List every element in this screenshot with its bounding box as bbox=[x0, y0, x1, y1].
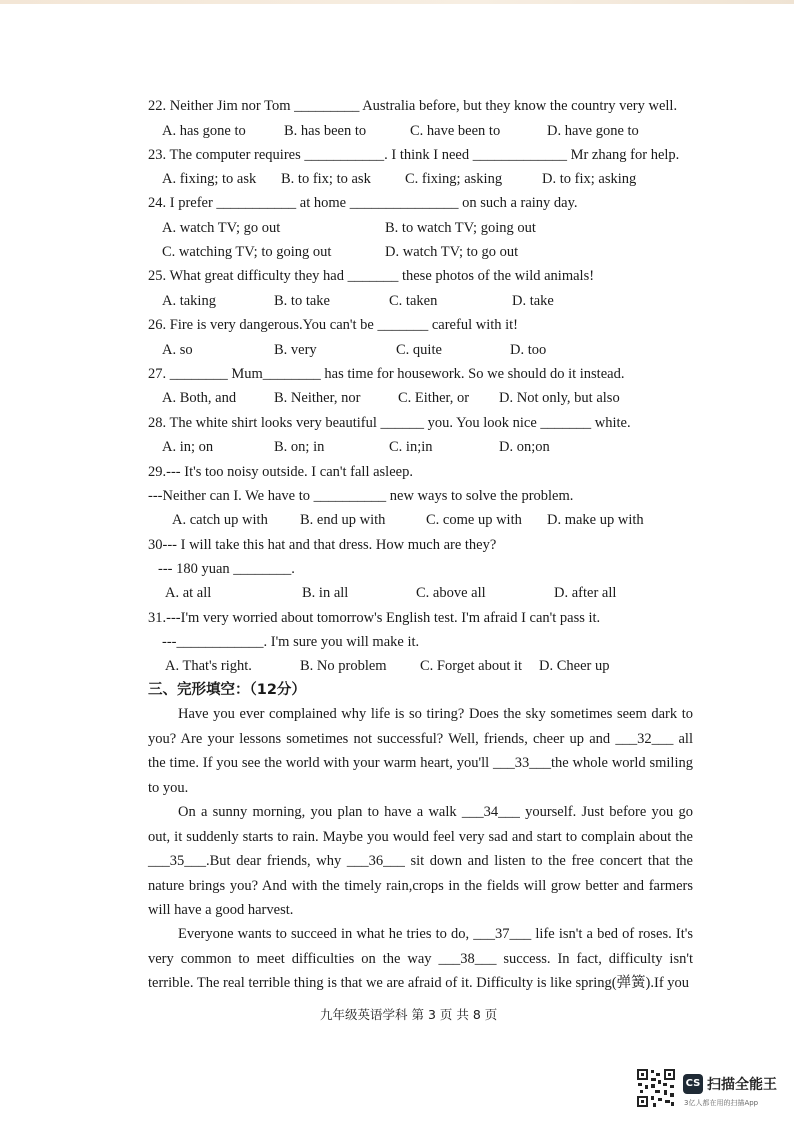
cloze-paragraph-2: On a sunny morning, you plan to have a walk ___34___ yourself. Just before you go out, it suddenly starts to rain. Maybe you would feel very sad and start to complain about the ___35___.But dear friends, why ___36___ sit down and listen to the free concert that the nature brings you? And with the timely rain,crops in the fields will grow better and farmers will have a good harvest. bbox=[148, 804, 693, 919]
question-25-option-d: D. take bbox=[512, 293, 554, 309]
question-30-option-a: A. at all bbox=[165, 585, 212, 601]
question-31-option-c: C. Forget about it bbox=[420, 658, 523, 674]
question-29-stem: 29.--- It's too noisy outside. I can't fall asleep. bbox=[148, 464, 413, 480]
question-24-option-c: C. watching TV; to going out bbox=[162, 244, 332, 260]
question-30-reply: --- 180 yuan ________. bbox=[158, 561, 295, 577]
question-23-option-c: C. fixing; asking bbox=[405, 171, 503, 187]
camscanner-tagline: 3亿人都在用的扫描App bbox=[684, 1099, 759, 1107]
question-27-option-b: B. Neither, nor bbox=[274, 390, 361, 406]
question-30-option-c: C. above all bbox=[416, 585, 486, 601]
question-23-stem: 23. The computer requires ___________. I think I need _____________ Mr zhang for help. bbox=[148, 147, 680, 163]
question-26-option-a: A. so bbox=[162, 342, 193, 358]
question-25-option-b: B. to take bbox=[274, 293, 330, 309]
question-26-stem: 26. Fire is very dangerous.You can't be _______ careful with it! bbox=[148, 317, 519, 333]
question-29-option-c: C. come up with bbox=[426, 512, 522, 528]
question-24-stem: 24. I prefer ___________ at home _______________ on such a rainy day. bbox=[148, 195, 578, 211]
cloze-paragraph-3: Everyone wants to succeed in what he tries to do, ___37___ life isn't a bed of roses. It's very common to meet difficulties on the way ___38___ success. In fact, difficulty isn't terrible. The real terrible thing is that we are afraid of it. Difficulty is like spring(弹簧).If you bbox=[148, 926, 693, 992]
question-23-option-b: B. to fix; to ask bbox=[281, 171, 371, 187]
top-edge-strip bbox=[0, 0, 794, 4]
question-26-option-d: D. too bbox=[510, 342, 547, 358]
question-22-option-a: A. has gone to bbox=[162, 123, 246, 139]
question-28-option-a: A. in; on bbox=[162, 439, 214, 455]
question-29-option-b: B. end up with bbox=[300, 512, 386, 528]
qr-code-icon bbox=[636, 1068, 676, 1108]
question-29-option-a: A. catch up with bbox=[172, 512, 268, 528]
question-23-option-a: A. fixing; to ask bbox=[162, 171, 257, 187]
question-29-option-d: D. make up with bbox=[547, 512, 644, 528]
question-28-option-d: D. on;on bbox=[499, 439, 550, 455]
question-31-reply: ---____________. I'm sure you will make it. bbox=[162, 634, 420, 650]
question-29-reply: ---Neither can I. We have to __________ new ways to solve the problem. bbox=[148, 488, 574, 504]
question-31-option-a: A. That's right. bbox=[165, 658, 252, 674]
question-28-stem: 28. The white shirt looks very beautiful ______ you. You look nice _______ white. bbox=[148, 415, 631, 431]
question-25-option-a: A. taking bbox=[162, 293, 216, 309]
question-30-option-d: D. after all bbox=[554, 585, 617, 601]
question-26-option-b: B. very bbox=[274, 342, 317, 358]
question-31-stem: 31.---I'm very worried about tomorrow's English test. I'm afraid I can't pass it. bbox=[148, 610, 601, 626]
question-22-option-d: D. have gone to bbox=[547, 123, 639, 139]
question-24-option-b: B. to watch TV; going out bbox=[385, 220, 536, 236]
question-25-stem: 25. What great difficulty they had _______ these photos of the wild animals! bbox=[148, 268, 595, 284]
cloze-paragraph-1: Have you ever complained why life is so tiring? Does the sky sometimes seem dark to you? Are your lessons sometimes not successful? Well, friends, cheer up and ___32___ all the time. If you see the world with your warm heart, you'll ___33___the whole world smiling to you. bbox=[148, 706, 693, 796]
question-27-option-d: D. Not only, but also bbox=[499, 390, 620, 406]
question-27-option-a: A. Both, and bbox=[162, 390, 237, 406]
question-22-stem: 22. Neither Jim nor Tom _________ Australia before, but they know the country very well. bbox=[148, 98, 678, 114]
question-24-option-a: A. watch TV; go out bbox=[162, 220, 281, 236]
section-3-heading: 三、完形填空：（12分） bbox=[148, 682, 306, 698]
question-22-option-c: C. have been to bbox=[410, 123, 501, 139]
question-24-option-d: D. watch TV; to go out bbox=[385, 244, 519, 260]
question-30-option-b: B. in all bbox=[302, 585, 349, 601]
camscanner-logo-icon: CS bbox=[683, 1074, 703, 1094]
question-27-stem: 27. ________ Mum________ has time for housework. So we should do it instead. bbox=[148, 366, 625, 382]
question-22-option-b: B. has been to bbox=[284, 123, 367, 139]
question-31-option-b: B. No problem bbox=[300, 658, 387, 674]
question-26-option-c: C. quite bbox=[396, 342, 442, 358]
question-27-option-c: C. Either, or bbox=[398, 390, 470, 406]
question-23-option-d: D. to fix; asking bbox=[542, 171, 637, 187]
page-footer: 九年级英语学科 第 3 页 共 8 页 bbox=[320, 1007, 498, 1022]
camscanner-name: 扫描全能王 bbox=[707, 1077, 777, 1093]
question-30-stem: 30--- I will take this hat and that dress. How much are they? bbox=[148, 537, 497, 553]
question-25-option-c: C. taken bbox=[389, 293, 438, 309]
question-28-option-c: C. in;in bbox=[389, 439, 433, 455]
question-31-option-d: D. Cheer up bbox=[539, 658, 610, 674]
question-28-option-b: B. on; in bbox=[274, 439, 325, 455]
